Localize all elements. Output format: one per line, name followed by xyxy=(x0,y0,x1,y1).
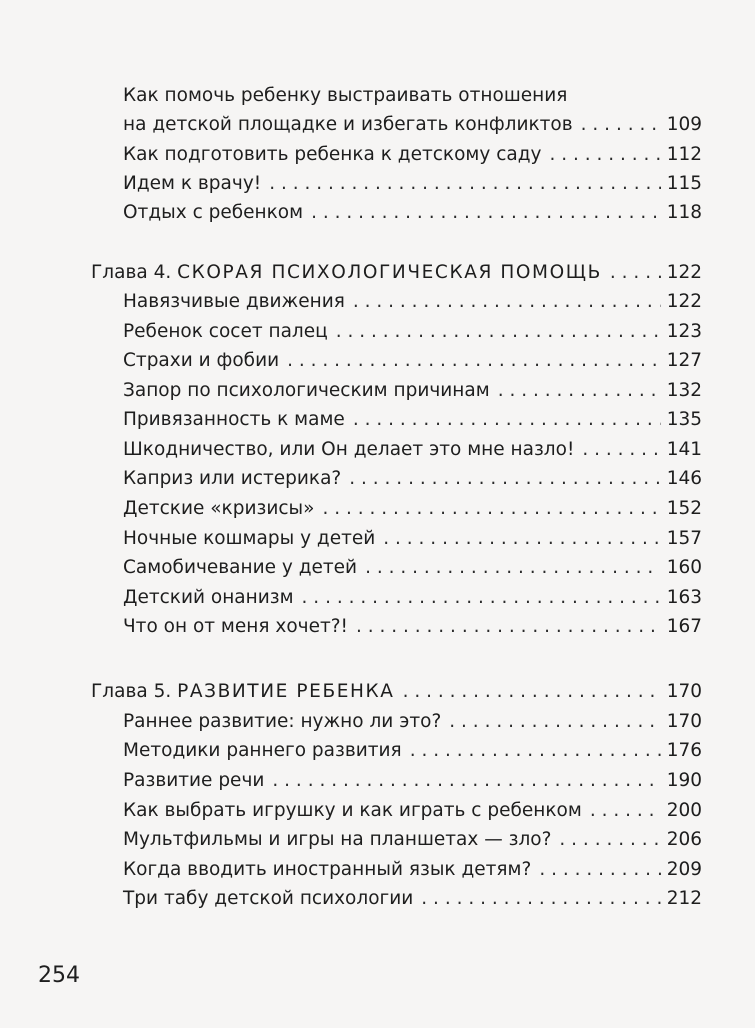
toc-entry-page: 118 xyxy=(666,202,702,223)
toc-entry-title: Детские «кризисы» xyxy=(123,498,315,519)
dot-leader xyxy=(336,317,661,347)
toc-entry-page: 135 xyxy=(666,409,702,430)
toc-entry-page: 146 xyxy=(666,468,702,489)
toc-entry xyxy=(123,405,702,435)
dot-leader xyxy=(311,198,661,228)
toc-entry xyxy=(123,707,702,737)
toc-entry xyxy=(123,317,702,347)
toc-entry xyxy=(123,766,702,796)
dot-leader xyxy=(269,169,661,199)
toc-entry xyxy=(123,110,702,140)
chapter-4-heading xyxy=(91,258,702,288)
toc-entry xyxy=(123,583,702,613)
dot-leader xyxy=(272,766,660,796)
toc-entry-page: 163 xyxy=(666,587,702,608)
chapter-title: СКОРАЯ ПСИХОЛОГИЧЕСКАЯ ПОМОЩЬ xyxy=(177,262,602,283)
dot-leader xyxy=(421,884,660,914)
toc-entry-page: 167 xyxy=(666,616,702,637)
toc-entry-title: Методики раннего развития xyxy=(123,740,402,761)
dot-leader xyxy=(410,736,661,766)
dot-leader xyxy=(403,677,661,707)
toc-entry-title: Детский онанизм xyxy=(123,587,294,608)
toc-entry-title: на детской площадке и избегать конфликтов xyxy=(123,114,573,135)
toc-entry-title: Мультфильмы и игры на планшетах — зло? xyxy=(123,829,552,850)
chapter-title: РАЗВИТИЕ РЕБЕНКА xyxy=(177,681,395,702)
toc-entry xyxy=(123,612,702,642)
toc-entry xyxy=(123,736,702,766)
dot-leader xyxy=(383,524,660,554)
toc-entry xyxy=(123,376,702,406)
dot-leader xyxy=(302,583,661,613)
dot-leader xyxy=(449,707,660,737)
toc-entry-page: 141 xyxy=(666,439,702,460)
dot-leader xyxy=(549,140,660,170)
toc-entry-title: Отдых с ребенком xyxy=(123,202,304,223)
toc-entry xyxy=(123,884,702,914)
chapter-label: Глава 5. xyxy=(91,681,172,702)
toc-entry-title: Привязанность к маме xyxy=(123,409,345,430)
toc-entry xyxy=(123,140,702,170)
dot-leader xyxy=(356,612,661,642)
dot-leader xyxy=(498,376,661,406)
dot-leader xyxy=(349,464,660,494)
chapter-page: 122 xyxy=(666,262,702,283)
toc-entry xyxy=(123,796,702,826)
toc-entry-page: 115 xyxy=(666,173,702,194)
dot-leader xyxy=(559,825,660,855)
toc-entry xyxy=(123,855,702,885)
toc-entry xyxy=(123,346,702,376)
toc-entry xyxy=(123,825,702,855)
toc-entry-title: Страхи и фобии xyxy=(123,350,280,371)
toc-entry-page: 157 xyxy=(666,528,702,549)
dot-leader xyxy=(322,494,660,524)
toc-entry xyxy=(123,169,702,199)
chapter-label: Глава 4. xyxy=(91,262,172,283)
toc-entry-title-line1: Как помочь ребенку выстраивать отношения xyxy=(123,85,568,106)
toc-entry-title: Три табу детской психологии xyxy=(123,888,414,909)
chapter-page: 170 xyxy=(666,681,702,702)
toc-entry xyxy=(123,287,702,317)
toc-entry-page: 200 xyxy=(666,800,702,821)
toc-entry-page: 123 xyxy=(666,321,702,342)
toc-entry-title: Каприз или истерика? xyxy=(123,468,342,489)
dot-leader xyxy=(365,553,661,583)
dot-leader xyxy=(539,855,660,885)
toc-entry-title: Запор по психологическим причинам xyxy=(123,380,490,401)
dot-leader xyxy=(582,435,660,465)
dot-leader xyxy=(287,346,661,376)
toc-entry-title: Как подготовить ребенка к детскому саду xyxy=(123,144,542,165)
dot-leader xyxy=(581,110,661,140)
toc-entry-title: Что он от меня хочет?! xyxy=(123,616,348,637)
toc-entry-page: 212 xyxy=(666,888,702,909)
toc-entry-title: Идем к врачу! xyxy=(123,173,262,194)
toc-entry xyxy=(123,494,702,524)
dot-leader xyxy=(353,287,661,317)
toc-entry-page: 176 xyxy=(666,740,702,761)
toc-entry-title: Ребенок сосет палец xyxy=(123,321,328,342)
page-number: 254 xyxy=(38,963,80,988)
toc-entry-page: 109 xyxy=(666,114,702,135)
toc-entry-title: Самобичевание у детей xyxy=(123,557,358,578)
toc-entry-page: 152 xyxy=(666,498,702,519)
toc-entry-page: 190 xyxy=(666,770,702,791)
toc-entry xyxy=(123,464,702,494)
toc-entry-title: Навязчивые движения xyxy=(123,291,345,312)
dot-leader xyxy=(610,258,661,288)
toc-entry xyxy=(123,435,702,465)
toc-entry-title: Раннее развитие: нужно ли это? xyxy=(123,711,442,732)
toc-entry xyxy=(123,553,702,583)
toc-entry-page: 209 xyxy=(666,859,702,880)
toc-entry-title: Как выбрать игрушку и как играть с ребенком xyxy=(123,800,582,821)
toc-entry-page: 132 xyxy=(666,380,702,401)
toc-entry-page: 127 xyxy=(666,350,702,371)
toc-entry-title: Развитие речи xyxy=(123,770,265,791)
toc-entry xyxy=(123,524,702,554)
toc-entry-page: 160 xyxy=(666,557,702,578)
chapter-5-heading xyxy=(91,677,702,707)
dot-leader xyxy=(353,405,661,435)
dot-leader xyxy=(590,796,661,826)
toc-entry-title: Ночные кошмары у детей xyxy=(123,528,376,549)
toc-entry-page: 206 xyxy=(666,829,702,850)
toc-entry xyxy=(123,198,702,228)
toc-entry-title: Шкодничество, или Он делает это мне назло! xyxy=(123,439,575,460)
toc-entry-title: Когда вводить иностранный язык детям? xyxy=(123,859,532,880)
toc-entry-page: 122 xyxy=(666,291,702,312)
toc-entry-page: 112 xyxy=(666,144,702,165)
toc-entry-page: 170 xyxy=(666,711,702,732)
